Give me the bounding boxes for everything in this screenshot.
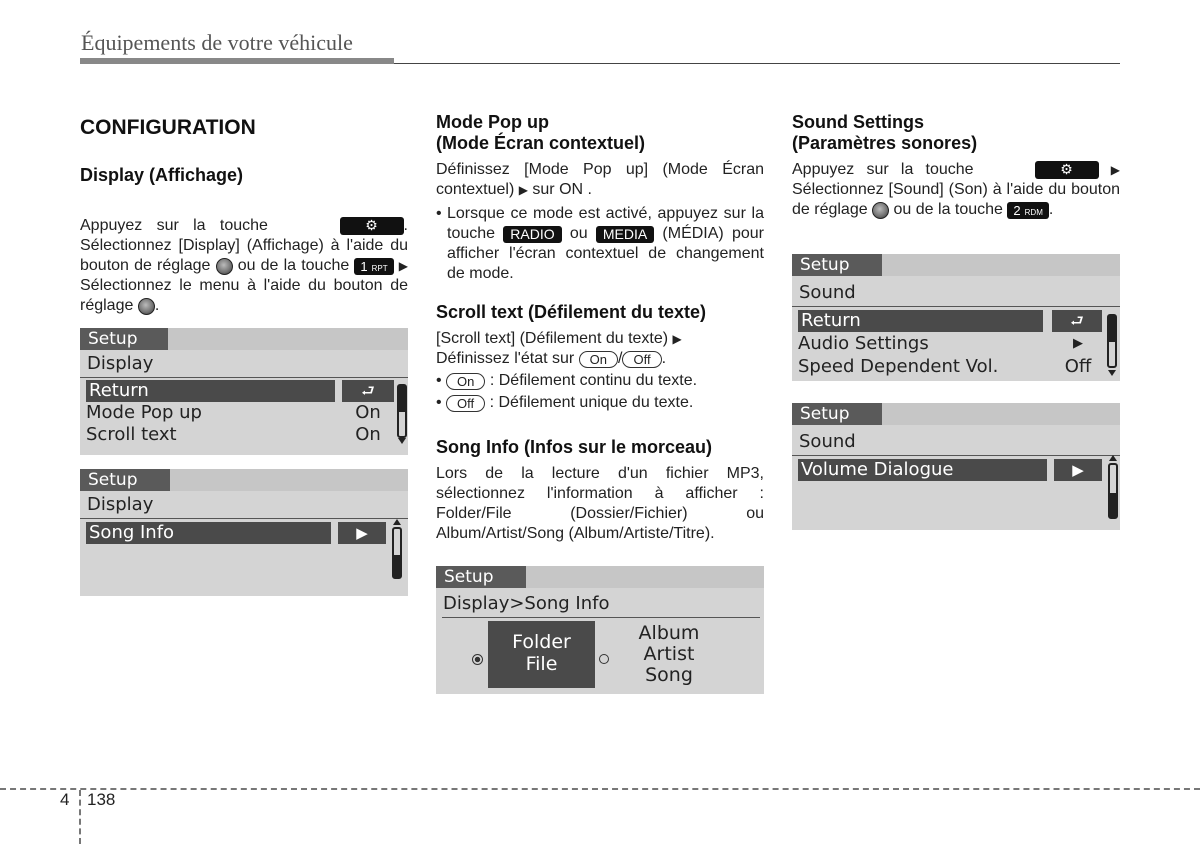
key-2-rdm (1007, 202, 1048, 219)
option-artist: Artist (643, 643, 695, 665)
column-configuration (80, 112, 408, 316)
lcd-song-info-setup (80, 469, 408, 596)
option-file: File (525, 653, 558, 675)
return-icon: ⮐ (1052, 310, 1102, 332)
lcd-tab: Setup (436, 566, 526, 588)
mode-pop-up-text-1: Définissez [Mode Pop up] (Mode Écran contextuel) (436, 161, 764, 199)
sound-heading-line2: (Paramètres sonores) (792, 133, 978, 153)
lcd-scrollbar (1108, 463, 1118, 519)
sound-heading-line1: Sound Settings (792, 112, 924, 132)
arrow-right-icon: ▶ (338, 522, 386, 544)
lcd-row-volume-dialogue: Volume Dialogue (798, 459, 1047, 481)
lcd-scrollbar (1107, 314, 1117, 368)
lcd-volume-dialogue-setup (792, 403, 1120, 530)
lcd-subtitle: Sound (799, 282, 856, 303)
arrow-right-icon: ▶ (1073, 336, 1083, 351)
option-folder: Folder (512, 631, 571, 653)
lcd-row-speed-dependent-vol: Speed Dependent Vol. (798, 356, 999, 377)
option-folder-file (488, 621, 595, 688)
scroll-bullet-off: • Off : Défilement unique du texte. (436, 394, 694, 412)
scroll-bullet-off-text: : Défilement unique du texte. (489, 394, 694, 412)
arrow-right-icon: ▶ (672, 332, 682, 347)
scroll-bullet-on-text: : Défilement continu du texte. (489, 372, 698, 390)
lcd-separator (792, 306, 1120, 307)
scroll-text-2: Définissez l'état sur (436, 350, 575, 368)
lcd-row-mode-pop-up: Mode Pop up (86, 402, 202, 423)
scroll-text-heading: Scroll text (Défilement du texte) (436, 302, 707, 323)
chapter-number: 4 (60, 790, 70, 809)
media-key: MEDIA (596, 226, 654, 243)
mode-pop-up-bullet: • Lorsque ce mode est activé, appuyez sur la touche RADIO ou MEDIA (MÉDIA) pour afficher l'écran contextuel de changement de mode. (436, 205, 764, 283)
lcd-separator (80, 377, 408, 378)
lcd-row-audio-settings: Audio Settings (798, 333, 929, 354)
sound-text-1: Appuyez sur la touche (792, 161, 974, 179)
mode-pop-up-heading (436, 112, 764, 154)
display-paragraph (80, 216, 408, 316)
off-pill: Off (446, 395, 485, 412)
sound-settings-heading (792, 112, 1120, 154)
arrow-right-icon: ▶ (518, 183, 528, 197)
tune-knob-icon (138, 298, 155, 315)
radio-selected-icon (472, 654, 483, 665)
scroll-down-arrow-icon (1108, 370, 1116, 376)
lcd-scrollbar (392, 527, 402, 579)
lcd-subtitle: Sound (799, 431, 856, 452)
mode-pop-up-paragraph (436, 160, 764, 200)
page-header-title: Équipements de votre véhicule (81, 30, 353, 55)
display-text-3: ou de la touche (237, 257, 350, 275)
lcd-row-mode-pop-up-value: On (355, 402, 381, 423)
on-pill: On (579, 351, 618, 368)
sound-paragraph (792, 160, 1120, 220)
off-pill: Off (622, 351, 661, 368)
lcd-subtitle: Display (87, 494, 154, 515)
lcd-sound-setup (792, 254, 1120, 381)
lcd-tab: Setup (80, 328, 168, 350)
sound-text-2: Sélectionnez [Sound] (Son) à l'aide du bouton de réglage (792, 181, 1120, 219)
display-text-5: . (154, 297, 160, 315)
lcd-row-song-info: Song Info (86, 522, 331, 544)
display-text-4: Sélectionnez le menu à l'aide du bouton de réglage (80, 277, 408, 315)
section-heading: CONFIGURATION (80, 116, 256, 139)
lcd-separator (442, 617, 760, 618)
scroll-bullet-on: • On : Défilement continu du texte. (436, 372, 698, 390)
footer-dashed-divider (79, 790, 81, 844)
display-text-1: Appuyez sur la touche (80, 217, 268, 234)
on-pill: On (446, 373, 485, 390)
song-info-heading: Song Info (Infos sur le morceau) (436, 437, 713, 458)
header-rule (394, 63, 1120, 64)
key-2-number: 2 (1013, 202, 1021, 218)
scroll-down-arrow-icon (398, 438, 406, 444)
key-1-number: 1 (360, 258, 368, 274)
lcd-scrollbar (397, 384, 407, 438)
mode-pop-up-heading-line1: Mode Pop up (436, 112, 549, 132)
page-number-value: 138 (87, 790, 116, 809)
arrow-right-icon: ▶ (398, 259, 409, 273)
scroll-text-1: [Scroll text] (Défilement du texte) (436, 330, 669, 348)
option-album-artist-song (626, 623, 712, 686)
lcd-row-return: Return (798, 310, 1043, 332)
column-mode-pop-up (436, 112, 764, 544)
key-1-sub: RPT (371, 263, 388, 273)
radio-key: RADIO (503, 226, 561, 243)
option-song: Song (645, 664, 693, 686)
lcd-row-speed-dependent-vol-value: Off (1064, 356, 1092, 377)
arrow-right-icon: ▶ (1054, 459, 1102, 481)
lcd-row-scroll-text-value: On (355, 424, 381, 445)
mode-pop-up-heading-line2: (Mode Écran contextuel) (436, 133, 646, 153)
mode-pop-up-text-2: sur ON . (532, 181, 592, 199)
scroll-text-3: . (661, 350, 667, 368)
option-album: Album (638, 622, 700, 644)
setup-key-gear-icon: ⚙ (1035, 161, 1099, 179)
lcd-separator (792, 455, 1120, 456)
lcd-tab: Setup (792, 254, 882, 276)
lcd-display-setup (80, 328, 408, 455)
lcd-subtitle: Display (87, 353, 154, 374)
bullet-text-ou: ou (569, 225, 588, 243)
tune-knob-icon (872, 202, 889, 219)
song-info-paragraph: Lors de la lecture d'un fichier MP3, sélectionnez l'information à afficher : Folder/File (Dossier/Fichier) ou Album/Artist/Song (Album/Artiste/Titre). (436, 465, 764, 543)
tune-knob-icon (216, 258, 233, 275)
scroll-up-arrow-icon (393, 519, 401, 525)
arrow-right-icon: ▶ (1110, 163, 1120, 177)
bullet-text-1: Lorsque ce mode est activé, appuyez sur la touche (447, 205, 764, 243)
display-text-2: . Sélectionnez [Display] (Affichage) à l'aide du bouton de réglage (80, 217, 408, 275)
lcd-separator (80, 518, 408, 519)
column-sound-settings (792, 112, 1120, 220)
lcd-row-scroll-text: Scroll text (86, 424, 177, 445)
slash: / (618, 350, 623, 368)
key-2-sub: RDM (1024, 207, 1043, 217)
scroll-text-paragraph (436, 329, 764, 369)
lcd-row-return: Return (86, 380, 335, 402)
lcd-song-info-select (436, 566, 764, 694)
display-heading: Display (Affichage) (80, 165, 244, 185)
return-icon: ⮐ (342, 380, 394, 402)
sound-text-4: . (1048, 201, 1054, 219)
lcd-tab: Setup (80, 469, 170, 491)
key-1-rpt (354, 258, 393, 275)
radio-unselected-icon (599, 654, 609, 664)
lcd-tab: Setup (792, 403, 882, 425)
scroll-up-arrow-icon (1109, 455, 1117, 461)
header-bar (80, 58, 394, 64)
setup-key-gear-icon: ⚙ (340, 217, 404, 235)
sound-text-3: ou de la touche (893, 201, 1003, 219)
footer-dashed-rule (0, 788, 1200, 790)
bullet-text-2: (MÉDIA) pour afficher l'écran contextuel de changement de mode. (447, 225, 764, 283)
lcd-subtitle: Display>Song Info (443, 593, 610, 614)
